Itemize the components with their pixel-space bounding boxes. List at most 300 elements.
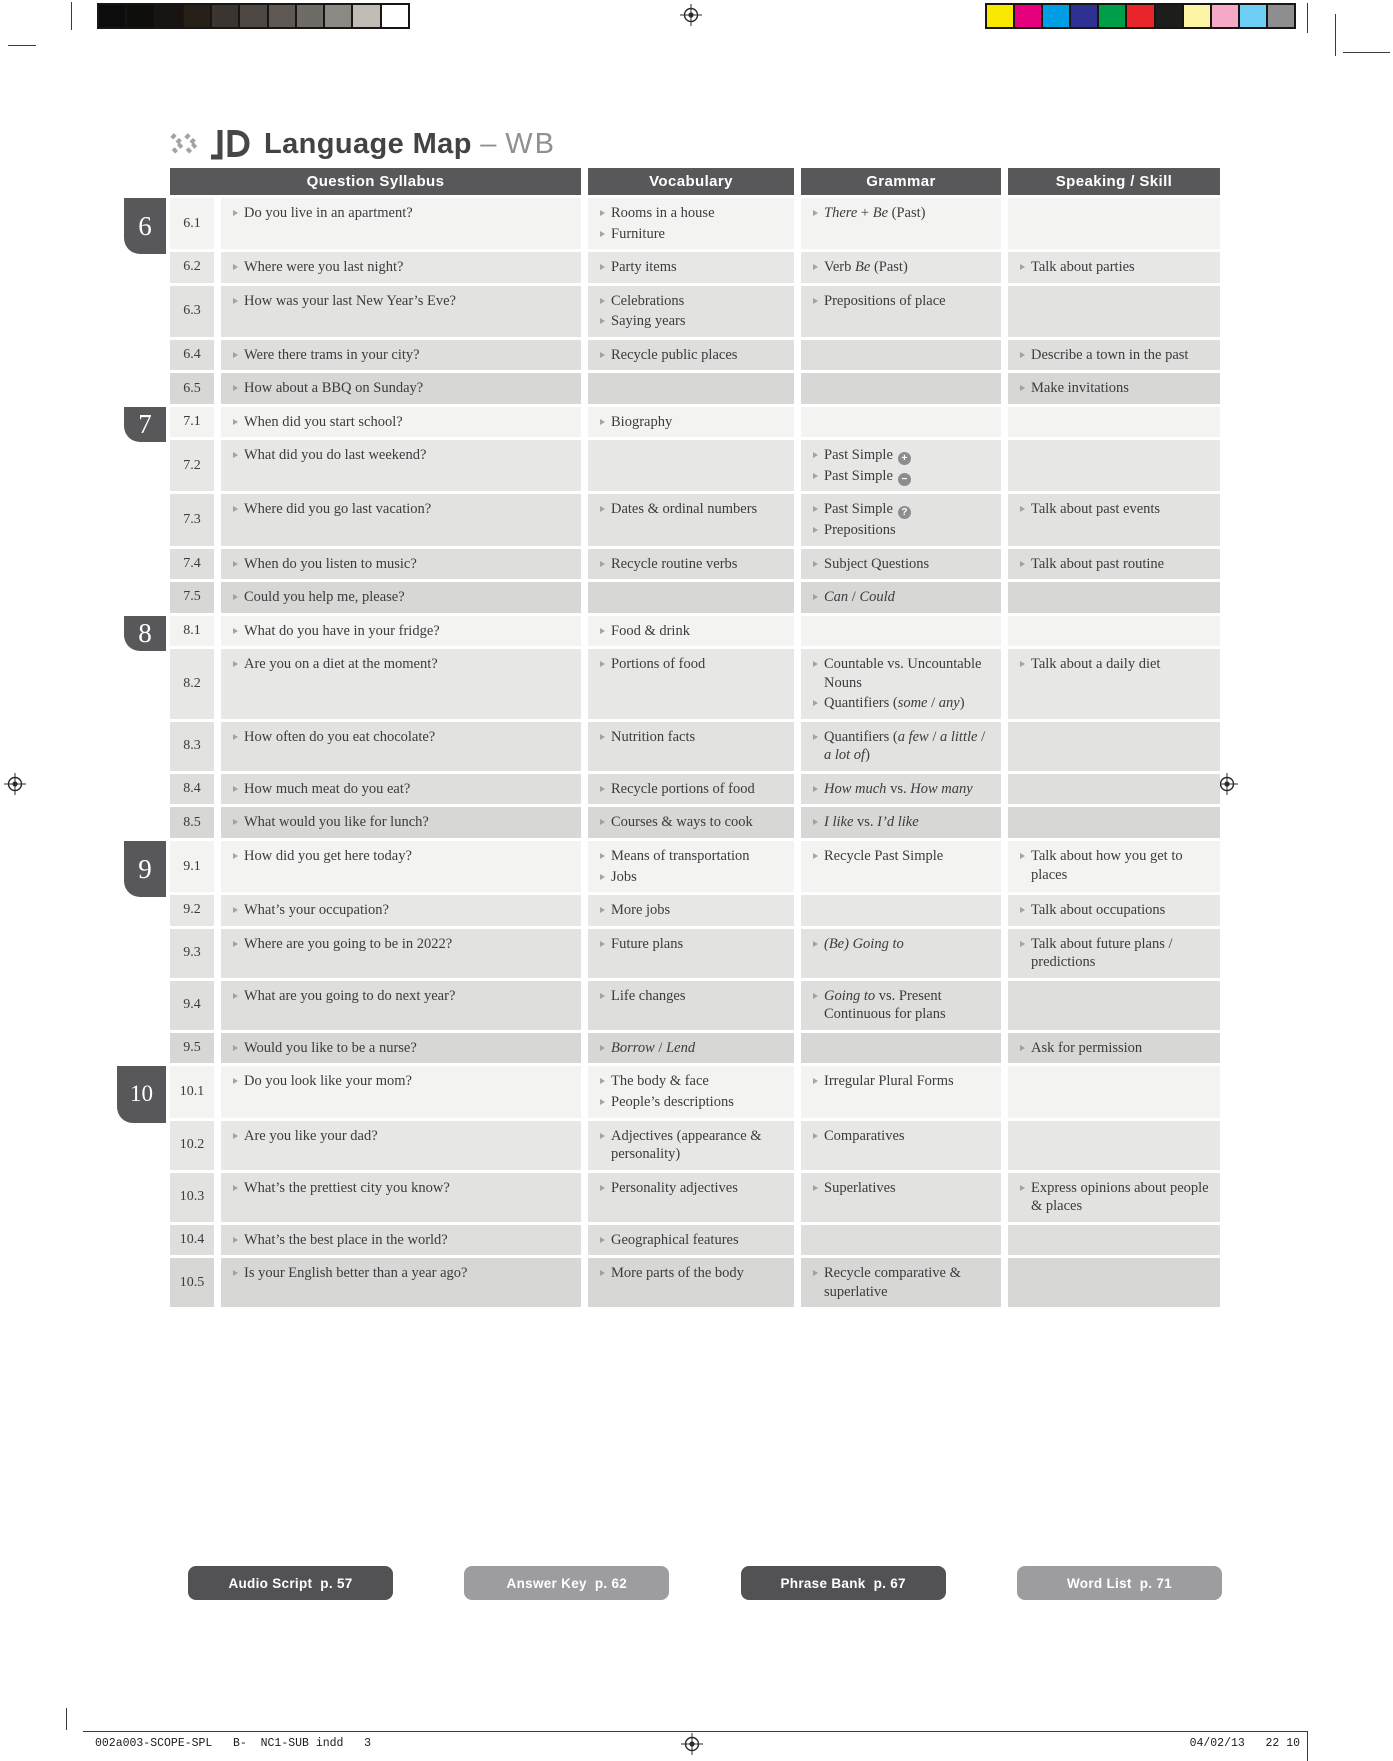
item-bullet-icon [233,786,238,792]
item-text: How often do you eat chocolate? [244,728,436,745]
cell-vocabulary [588,1033,794,1064]
row-number: 9.5 [183,1040,201,1056]
item-text: Recycle routine verbs [611,555,738,572]
calibration-swatch [1154,3,1184,29]
unit-tab: 9 [124,841,166,897]
item-bullet-icon [233,819,238,825]
row-number-cell [170,1258,214,1307]
list-item [1020,654,1214,675]
reference-button-page: p. 67 [873,1575,906,1591]
cell-vocabulary [588,981,794,1030]
calibration-swatch [182,3,212,29]
row-number: 6.4 [183,347,201,362]
reference-button-page: p. 57 [320,1575,353,1591]
item-text: What’s the best place in the world? [244,1231,448,1248]
cell-vocabulary [588,649,794,719]
item-text: Talk about a daily diet [1031,656,1161,673]
list-item [233,846,575,867]
row-number-cell [138,407,214,440]
row-number: 7.4 [183,555,201,571]
item-text: (Be) Going to [824,935,904,952]
cell-grammar [801,1258,1001,1307]
calibration-swatch [1182,3,1212,29]
cell-grammar [801,373,1001,404]
item-bullet-icon [813,1185,818,1191]
item-text: What did you do last weekend? [244,447,427,464]
item-text: Talk about how you get to places [1031,848,1183,883]
item-text: Are you like your dad? [244,1127,378,1144]
cell-grammar [801,929,1001,978]
reference-buttons-row [188,1566,1222,1600]
row-number-cell [170,929,214,978]
item-text: Portions of food [611,656,706,673]
item-text: Where were you last night? [244,259,404,276]
item-text: Express opinions about people & places [1031,1179,1209,1215]
cell-vocabulary [588,373,794,404]
table-row [170,1033,1220,1064]
row-number-cell [170,807,214,838]
cell-question [221,340,581,371]
column-header-question-syllabus: Question Syllabus [170,168,581,195]
list-item [600,846,788,867]
item-text: People’s descriptions [611,1093,734,1110]
item-text: More jobs [611,902,671,919]
list-item [600,1263,788,1284]
item-text: Going to vs. Present Continuous for plans [824,987,946,1023]
item-bullet-icon [600,786,605,792]
row-number-cell [170,1225,214,1256]
item-bullet-icon [813,786,818,792]
item-bullet-icon [600,1045,605,1051]
list-item [600,224,788,245]
cell-grammar [801,252,1001,283]
cell-vocabulary [588,252,794,283]
list-item [233,1178,575,1199]
reference-button-label: Answer Key [506,1575,587,1591]
item-bullet-icon [813,819,818,825]
item-text: Talk about past routine [1031,555,1165,572]
list-item [233,621,575,642]
list-item [233,779,575,800]
item-bullet-icon [233,1237,238,1243]
item-bullet-icon [233,506,238,512]
row-number-cell [170,774,214,805]
list-item [813,654,995,693]
item-bullet-icon [813,1078,818,1084]
item-bullet-icon [233,734,238,740]
cell-vocabulary [588,340,794,371]
item-bullet-icon [600,907,605,913]
cell-vocabulary [588,1225,794,1256]
cell-speaking [1008,494,1220,545]
list-item [233,554,575,575]
list-item [813,779,995,800]
list-item [813,520,995,541]
list-item [813,1126,995,1147]
list-item [813,986,995,1025]
item-text: How about a BBQ on Sunday? [244,380,424,397]
cell-question [221,722,581,771]
table-row [170,340,1220,371]
cell-vocabulary [588,807,794,838]
cell-grammar [801,407,1001,438]
item-text: Past Simple + [824,446,911,465]
item-text: Courses & ways to cook [611,814,753,831]
item-bullet-icon [233,561,238,567]
item-bullet-icon [233,210,238,216]
cell-question [221,286,581,337]
cell-speaking [1008,1225,1220,1256]
cell-question [221,1258,581,1307]
list-item [600,812,788,833]
item-bullet-icon [813,473,818,479]
minus-circle-icon: − [898,473,911,486]
item-text: Prepositions of place [824,292,946,309]
cell-grammar [801,841,1001,892]
item-text: Recycle Past Simple [824,848,944,865]
cell-question [221,1121,581,1170]
row-number-cell [170,649,214,719]
cell-question [221,616,581,647]
item-bullet-icon [813,941,818,947]
list-item [813,693,995,714]
crop-mark [1343,52,1390,53]
cell-speaking [1008,1033,1220,1064]
cell-grammar [801,286,1001,337]
item-bullet-icon [600,352,605,358]
item-bullet-icon [600,628,605,634]
item-text: Biography [611,413,673,430]
title-separator: – [480,127,497,160]
list-item [813,1071,995,1092]
cell-vocabulary [588,841,794,892]
item-bullet-icon [813,661,818,667]
reference-button-label: Audio Script [228,1575,313,1591]
list-item [1020,499,1214,520]
item-bullet-icon [1020,561,1025,567]
cell-speaking [1008,1066,1220,1117]
column-header-speaking-skill: Speaking / Skill [1008,168,1220,195]
item-bullet-icon [233,661,238,667]
item-text: Dates & ordinal numbers [611,501,758,518]
crop-mark [71,2,72,30]
list-item [1020,846,1214,885]
list-item [233,445,575,466]
list-item [233,203,575,224]
item-bullet-icon [1020,385,1025,391]
cell-vocabulary [588,286,794,337]
unit-tab: 7 [124,407,166,443]
item-bullet-icon [233,264,238,270]
list-item [600,1230,788,1251]
item-bullet-icon [233,419,238,425]
row-number-cell [170,722,214,771]
list-item [813,554,995,575]
row-number: 9.1 [183,858,201,874]
item-text: Jobs [611,868,637,885]
list-item [233,900,575,921]
cell-vocabulary [588,198,794,249]
item-text: Is your English better than a year ago? [244,1265,468,1282]
page-subtitle: WB [505,127,557,160]
list-item [600,345,788,366]
cell-speaking [1008,616,1220,647]
list-item [600,779,788,800]
list-item [233,1126,575,1147]
cell-speaking [1008,807,1220,838]
list-item [813,727,995,766]
row-number-cell [170,252,214,283]
cell-grammar [801,494,1001,545]
item-bullet-icon [813,853,818,859]
item-bullet-icon [600,1078,605,1084]
row-number: 8.5 [183,814,201,830]
item-text: When did you start school? [244,413,403,430]
table-row [170,252,1220,283]
item-bullet-icon [600,231,605,237]
table-row [170,895,1220,926]
item-text: Means of transportation [611,848,750,865]
table-row [170,440,1220,491]
item-text: Party items [611,259,677,276]
item-bullet-icon [813,594,818,600]
item-text: Nutrition facts [611,728,696,745]
cell-question [221,582,581,613]
item-bullet-icon [600,298,605,304]
list-item [233,1230,575,1251]
list-item [600,1126,788,1165]
color-calibration-bar [985,3,1296,29]
list-item [813,257,995,278]
item-bullet-icon [233,352,238,358]
cell-grammar [801,774,1001,805]
cell-speaking [1008,841,1220,892]
calibration-swatch [1238,3,1268,29]
list-item [233,345,575,366]
item-text: How did you get here today? [244,848,412,865]
table-row [170,1173,1220,1222]
item-text: Talk about occupations [1031,902,1166,919]
cell-vocabulary [588,929,794,978]
row-number-cell [170,494,214,545]
item-bullet-icon [600,506,605,512]
list-item [233,378,575,399]
cell-vocabulary [588,722,794,771]
row-number-cell [170,549,214,580]
row-number: 6.5 [183,380,201,396]
item-text: Adjectives (appearance & personality) [611,1127,762,1163]
item-text: Where did you go last vacation? [244,501,432,518]
item-text: Food & drink [611,622,690,639]
item-bullet-icon [813,734,818,740]
item-bullet-icon [600,419,605,425]
cell-speaking [1008,895,1220,926]
table-row [170,929,1220,978]
cell-question [221,494,581,545]
item-text: Saying years [611,313,686,330]
list-item [233,412,575,433]
table-row [170,807,1220,838]
item-text: Furniture [611,225,665,242]
cell-grammar [801,440,1001,491]
cell-grammar [801,1121,1001,1170]
item-text: When do you listen to music? [244,555,417,572]
row-number-cell [170,1033,214,1064]
item-bullet-icon [813,1133,818,1139]
cell-grammar [801,1033,1001,1064]
cell-speaking [1008,198,1220,249]
item-bullet-icon [233,594,238,600]
cell-question [221,895,581,926]
item-bullet-icon [600,734,605,740]
list-item [233,291,575,312]
row-number: 8.2 [183,676,201,692]
item-bullet-icon [813,452,818,458]
row-number: 10.3 [179,1189,205,1205]
item-text: Verb Be (Past) [824,259,908,276]
cell-speaking [1008,440,1220,491]
row-number: 6.1 [183,215,201,231]
list-item [600,900,788,921]
list-item [600,934,788,955]
item-bullet-icon [233,1270,238,1276]
table-row [170,722,1220,771]
calibration-swatch [1266,3,1296,29]
cell-vocabulary [588,1258,794,1307]
calibration-swatch [351,3,381,29]
cell-speaking [1008,981,1220,1030]
table-row [138,616,1220,648]
item-bullet-icon [600,853,605,859]
list-item [233,727,575,748]
item-bullet-icon [1020,352,1025,358]
list-item [813,934,995,955]
item-text: Borrow / Lend [611,1039,696,1056]
row-number: 10.2 [179,1137,205,1153]
row-number: 9.2 [183,902,201,918]
registration-mark-icon [681,1733,703,1755]
item-bullet-icon [1020,941,1025,947]
row-number: 10.5 [179,1274,205,1290]
list-item [600,654,788,675]
print-footer-filename: 002a003-SCOPE-SPL B- NC1-SUB indd 3 [95,1737,372,1750]
item-bullet-icon [233,853,238,859]
unit-tab: 6 [124,198,166,254]
list-item [600,499,788,520]
table-row [138,407,1220,440]
cell-speaking [1008,582,1220,613]
crop-mark [66,1708,67,1730]
table-row [170,774,1220,805]
item-text: Past Simple − [824,467,911,486]
unit-tab: 8 [124,616,166,652]
cell-grammar [801,198,1001,249]
cell-grammar [801,616,1001,647]
table-row [170,1225,1220,1256]
item-text: Countable vs. Uncountable Nouns [824,656,982,691]
table-row [170,286,1220,337]
row-number: 9.3 [183,945,201,961]
cell-vocabulary [588,1066,794,1117]
cell-vocabulary [588,549,794,580]
reference-button-page: p. 71 [1139,1575,1172,1591]
calibration-swatch [1097,3,1127,29]
item-bullet-icon [233,385,238,391]
item-text: Future plans [611,935,684,952]
table-row [138,198,1220,249]
item-text: I like vs. I’d like [824,814,919,831]
row-number: 8.3 [183,738,201,754]
pixel-chevrons-icon [164,130,208,158]
list-item [813,445,995,466]
list-item [1020,1178,1214,1217]
item-bullet-icon [813,561,818,567]
cell-question [221,649,581,719]
item-text: How was your last New Year’s Eve? [244,292,456,309]
row-number: 9.4 [183,997,201,1013]
item-bullet-icon [813,527,818,533]
item-text: Talk about future plans / predictions [1031,935,1173,971]
calibration-swatch [1069,3,1099,29]
row-number-cell [138,841,214,892]
item-bullet-icon [1020,1045,1025,1051]
calibration-swatch [380,3,410,29]
item-text: How much vs. How many [824,780,973,797]
list-item [600,203,788,224]
cell-speaking [1008,722,1220,771]
list-item [233,934,575,955]
item-text: Subject Questions [824,555,930,572]
calibration-swatch [125,3,155,29]
list-item [1020,554,1214,575]
table-row [170,1258,1220,1307]
item-bullet-icon [600,561,605,567]
cell-speaking [1008,649,1220,719]
crop-mark [1307,3,1308,33]
item-bullet-icon [600,264,605,270]
cell-vocabulary [588,616,794,647]
row-number: 10.4 [179,1231,205,1247]
item-text: Are you on a diet at the moment? [244,656,438,673]
item-bullet-icon [233,1133,238,1139]
reference-button-page: p. 62 [594,1575,628,1591]
cell-vocabulary [588,1121,794,1170]
cell-vocabulary [588,407,794,438]
table-header-row [170,168,1220,195]
item-bullet-icon [813,506,818,512]
item-bullet-icon [233,1045,238,1051]
list-item [813,499,995,520]
cell-question [221,807,581,838]
item-bullet-icon [600,993,605,999]
list-item [600,412,788,433]
table-row [170,494,1220,545]
crop-mark [1307,1731,1308,1761]
row-number: 8.4 [183,781,201,797]
item-text: Celebrations [611,292,685,309]
cell-speaking [1008,929,1220,978]
list-item [600,257,788,278]
item-text: Recycle comparative & superlative [824,1265,961,1300]
cell-question [221,373,581,404]
reference-button-answer-key [464,1566,669,1600]
column-header-grammar: Grammar [801,168,1001,195]
cell-grammar [801,807,1001,838]
item-text: Talk about past events [1031,501,1161,518]
row-number: 6.3 [183,303,201,319]
reference-button-audio-script [188,1566,393,1600]
list-item [233,257,575,278]
